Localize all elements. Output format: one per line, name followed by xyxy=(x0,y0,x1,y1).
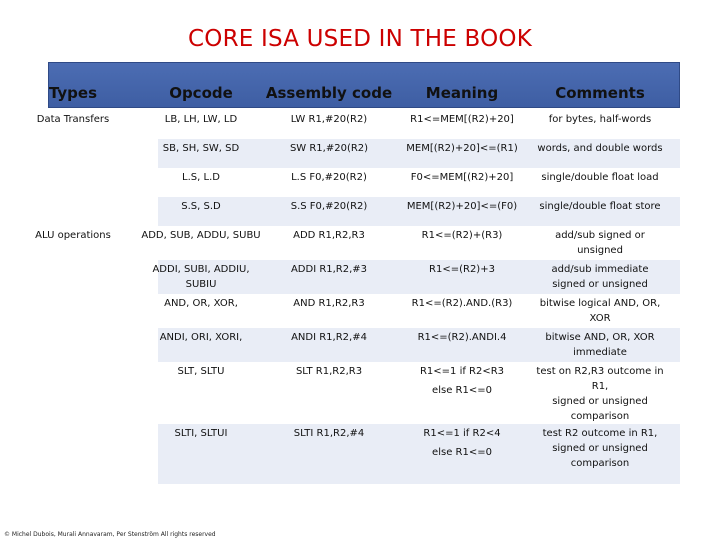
cell-meaning xyxy=(394,141,530,170)
cell-line: R1<=(R2).AND.(R3) xyxy=(411,298,513,309)
header-comments: Comments xyxy=(555,84,645,102)
cell-meaning xyxy=(394,170,530,199)
copyright-footer: © Michel Dubois, Murali Annavaram, Per Stenström All rights reserved xyxy=(4,531,216,538)
cell-line: else R1<=0 xyxy=(432,385,492,396)
cell-line: for bytes, half-words xyxy=(548,114,652,125)
cell-type xyxy=(8,170,138,199)
cell-meaning xyxy=(394,330,530,364)
cell-line: AND, OR, XOR, xyxy=(164,298,238,309)
table-row xyxy=(8,426,720,486)
table-row xyxy=(8,296,720,330)
cell-opcode xyxy=(138,296,264,330)
cell-line: SLT, SLTU xyxy=(177,366,225,377)
cell-comments xyxy=(530,141,670,170)
cell-meaning xyxy=(394,199,530,228)
cell-line: single/double float store xyxy=(539,201,661,212)
cell-line: comparison xyxy=(570,458,630,469)
cell-comments xyxy=(530,262,670,296)
cell-assembly xyxy=(264,170,394,199)
cell-line: R1, xyxy=(591,381,609,392)
cell-type xyxy=(8,112,138,141)
cell-comments xyxy=(530,330,670,364)
cell-line: add/sub immediate xyxy=(551,264,649,275)
table-row xyxy=(8,364,720,426)
cell-line: immediate xyxy=(573,347,627,358)
cell-line: bitwise logical AND, OR, xyxy=(539,298,661,309)
cell-line: SLT R1,R2,R3 xyxy=(295,366,363,377)
cell-line: R1<=(R2)+(R3) xyxy=(421,230,503,241)
cell-line: bitwise AND, OR, XOR xyxy=(545,332,655,343)
cell-line: ADDI, SUBI, ADDIU, xyxy=(152,264,250,275)
cell-assembly xyxy=(264,426,394,486)
cell-line: R1<=MEM[(R2)+20] xyxy=(410,114,514,125)
cell-line: test R2 outcome in R1, xyxy=(542,428,658,439)
table-row xyxy=(8,199,720,228)
cell-line: SLTI, SLTUI xyxy=(174,428,228,439)
cell-opcode xyxy=(138,330,264,364)
header-opcode: Opcode xyxy=(169,84,233,102)
table-row xyxy=(8,330,720,364)
cell-line: signed or unsigned xyxy=(552,396,648,407)
cell-assembly xyxy=(264,330,394,364)
cell-type xyxy=(8,228,138,262)
cell-line: add/sub signed or xyxy=(555,230,645,241)
cell-meaning xyxy=(394,426,530,486)
cell-opcode xyxy=(138,170,264,199)
cell-comments xyxy=(530,112,670,141)
cell-meaning xyxy=(394,262,530,296)
cell-assembly xyxy=(264,228,394,262)
cell-line: F0<=MEM[(R2)+20] xyxy=(410,172,514,183)
cell-assembly xyxy=(264,112,394,141)
cell-line: single/double float load xyxy=(541,172,659,183)
cell-line: SLTI R1,R2,#4 xyxy=(293,428,365,439)
table-header-row xyxy=(8,84,720,106)
cell-meaning xyxy=(394,112,530,141)
cell-line: words, and double words xyxy=(537,143,663,154)
cell-meaning xyxy=(394,228,530,262)
cell-line: AND R1,R2,R3 xyxy=(293,298,365,309)
cell-type xyxy=(8,296,138,330)
cell-line: SB, SH, SW, SD xyxy=(162,143,240,154)
cell-line: comparison xyxy=(570,411,630,422)
cell-assembly xyxy=(264,364,394,426)
cell-line: L.S F0,#20(R2) xyxy=(291,172,367,183)
cell-type xyxy=(8,262,138,296)
cell-comments xyxy=(530,228,670,262)
cell-type xyxy=(8,426,138,486)
table-row xyxy=(8,228,720,262)
cell-line: S.S, S.D xyxy=(181,201,221,212)
cell-line: L.S, L.D xyxy=(182,172,220,183)
cell-comments xyxy=(530,296,670,330)
cell-line: else R1<=0 xyxy=(432,447,492,458)
cell-assembly xyxy=(264,296,394,330)
cell-meaning xyxy=(394,296,530,330)
table-row xyxy=(8,170,720,199)
cell-line: ALU operations xyxy=(35,230,111,241)
cell-opcode xyxy=(138,199,264,228)
cell-line: LW R1,#20(R2) xyxy=(290,114,368,125)
table-row xyxy=(8,112,720,141)
cell-assembly xyxy=(264,262,394,296)
cell-line: XOR xyxy=(589,313,611,324)
cell-line: ANDI, ORI, XORI, xyxy=(159,332,243,343)
cell-opcode xyxy=(138,262,264,296)
cell-line: R1<=1 if R2<R3 xyxy=(419,366,505,377)
cell-line: ADDI R1,R2,#3 xyxy=(290,264,368,275)
cell-line: R1<=1 if R2<4 xyxy=(423,428,501,439)
cell-opcode xyxy=(138,112,264,141)
cell-line: R1<=(R2).ANDI.4 xyxy=(417,332,507,343)
cell-line: R1<=(R2)+3 xyxy=(429,264,495,275)
cell-type xyxy=(8,141,138,170)
cell-type xyxy=(8,199,138,228)
cell-line: unsigned xyxy=(577,245,623,256)
cell-opcode xyxy=(138,364,264,426)
header-types: Types xyxy=(48,84,98,102)
cell-assembly xyxy=(264,199,394,228)
cell-line: SW R1,#20(R2) xyxy=(289,143,369,154)
cell-type xyxy=(8,330,138,364)
cell-line: test on R2,R3 outcome in xyxy=(536,366,664,377)
cell-opcode xyxy=(138,141,264,170)
cell-assembly xyxy=(264,141,394,170)
cell-comments xyxy=(530,199,670,228)
cell-line: signed or unsigned xyxy=(552,279,648,290)
cell-comments xyxy=(530,426,670,486)
header-meaning: Meaning xyxy=(425,84,499,102)
cell-line: ANDI R1,R2,#4 xyxy=(291,332,367,343)
cell-comments xyxy=(530,170,670,199)
cell-line: MEM[(R2)+20]<=(F0) xyxy=(406,201,518,212)
table-row xyxy=(8,262,720,296)
cell-line: LB, LH, LW, LD xyxy=(164,114,238,125)
cell-line: signed or unsigned xyxy=(552,443,648,454)
cell-opcode xyxy=(138,228,264,262)
cell-line: Data Transfers xyxy=(36,114,110,125)
cell-line: MEM[(R2)+20]<=(R1) xyxy=(406,143,518,154)
table-row xyxy=(8,141,720,170)
cell-comments xyxy=(530,364,670,426)
cell-line: ADD, SUB, ADDU, SUBU xyxy=(141,230,261,241)
cell-type xyxy=(8,364,138,426)
page-title: CORE ISA USED IN THE BOOK xyxy=(188,26,532,52)
cell-line: ADD R1,R2,R3 xyxy=(293,230,365,241)
cell-meaning xyxy=(394,364,530,426)
cell-line: SUBIU xyxy=(185,279,217,290)
cell-opcode xyxy=(138,426,264,486)
cell-line: S.S F0,#20(R2) xyxy=(290,201,368,212)
header-assembly-code: Assembly code xyxy=(265,84,393,102)
